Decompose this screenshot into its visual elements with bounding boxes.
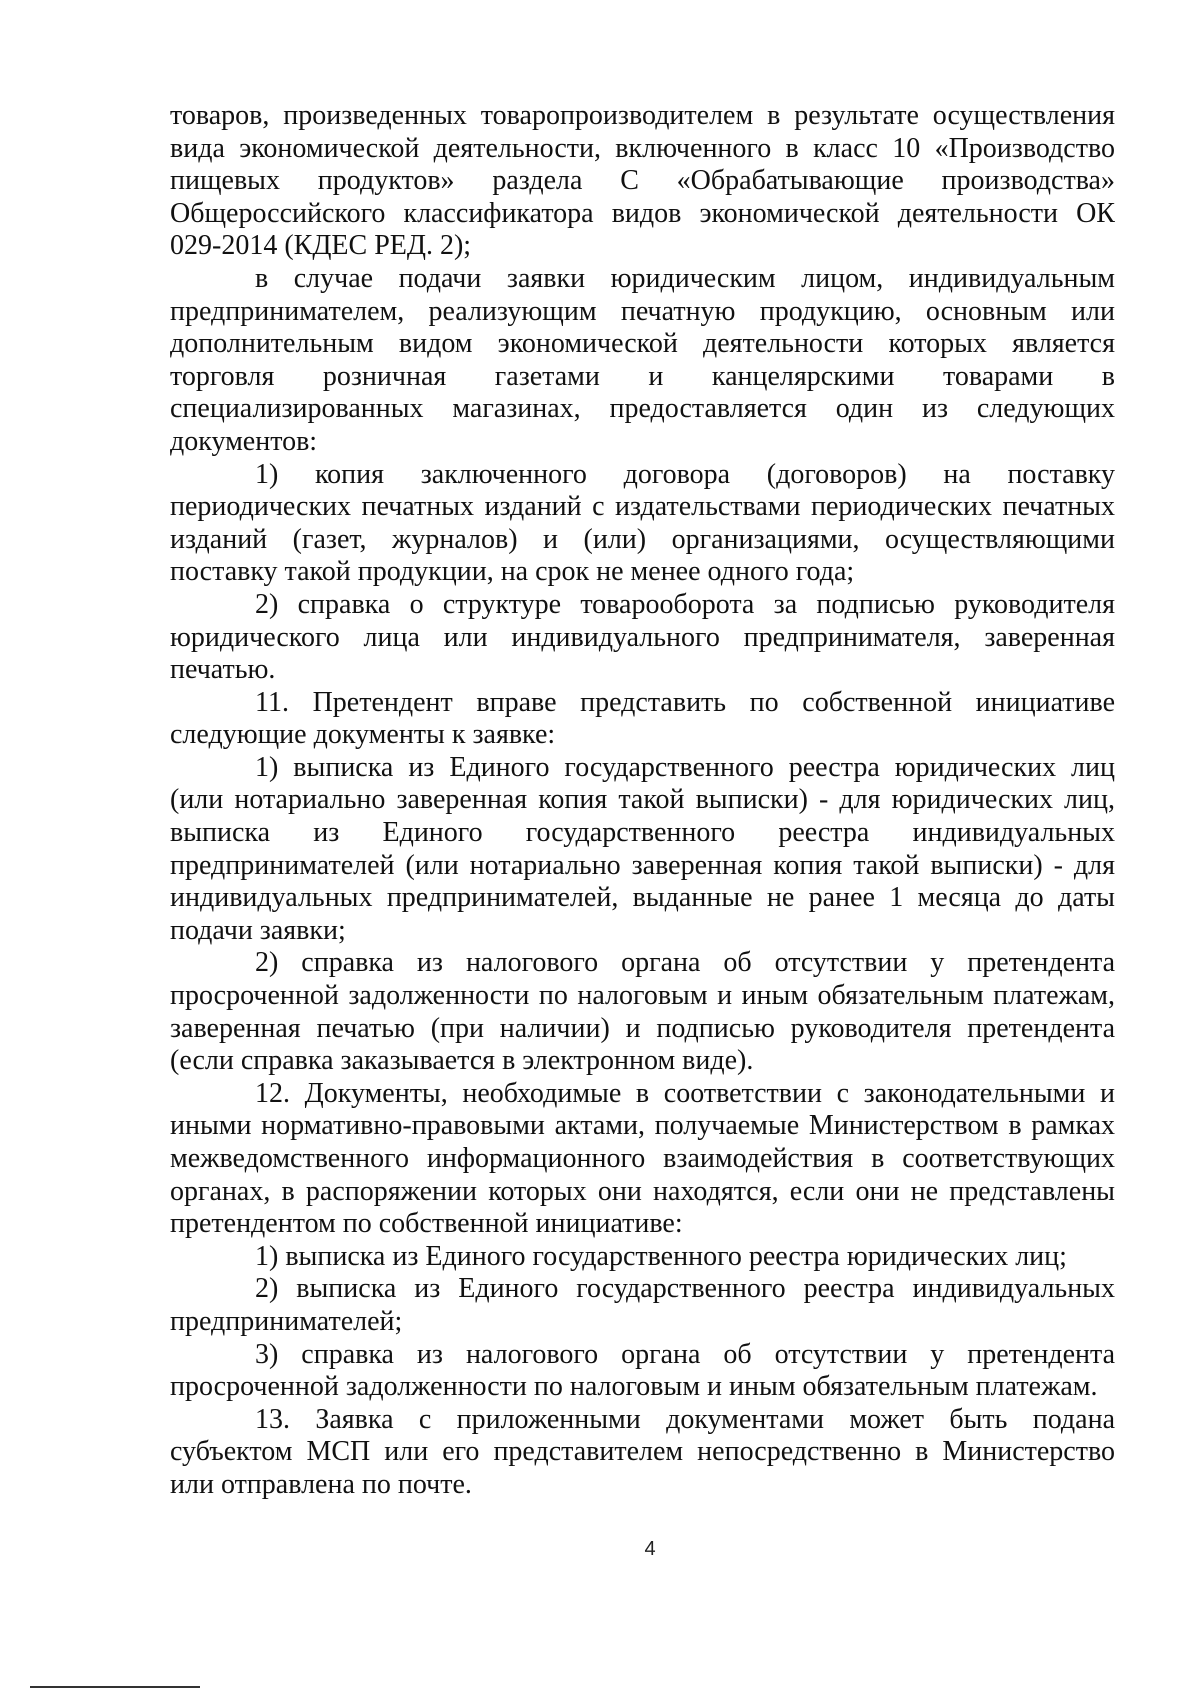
paragraph-item-entrepreneurs-extract: 2) выписка из Единого государственного реестра индивидуальных предпринимателей; [170, 1273, 1115, 1337]
paragraph-item-tax-certificate: 2) справка из налогового органа об отсутствии у претендента просроченной задолженности по налоговым и иным обязательным платежам, заверенная печатью (при наличии) и подписью руководителя претендента (если справка заказывается в электронном виде). [170, 947, 1115, 1077]
paragraph-section-12: 12. Документы, необходимые в соответствии с законодательными и иными нормативно-правовыми актами, получаемые Министерством в рамках межведомственного информационного взаимодействия в соответствующих органах, в распоряжении которых они находятся, если они не представлены претендентом по собственной инициативе: [170, 1077, 1115, 1240]
paragraph-continuation: товаров, произведенных товаропроизводителем в результате осуществления вида экономической деятельности, включенного в класс 10 «Производство пищевых продуктов» раздела С «Обрабатывающие производства» Общероссийского классификатора видов экономической деятельности ОК 029-2014 (КДЕС РЕД. 2); [170, 100, 1115, 262]
paragraph-item-legal-entities-extract: 1) выписка из Единого государственного реестра юридических лиц; [255, 1240, 1067, 1272]
document-body [170, 100, 1115, 1502]
paragraph-item-turnover-certificate: 2) справка о структуре товарооборота за подписью руководителя юридического лица или индивидуального предпринимателя, заверенная печатью. [170, 588, 1115, 686]
paragraph-section-11: 11. Претендент вправе представить по собственной инициативе следующие документы к заявке: [170, 686, 1115, 751]
scan-edge-line [30, 1686, 200, 1688]
paragraph-item-registry-extract: 1) выписка из Единого государственного реестра юридических лиц (или нотариально заверенная копия такой выписки) - для юридических лиц, выписка из Единого государственного реестра индивидуальных предпринимателей (или нотариально заверенная копия такой выписки) - для индивидуальных предпринимателей, выданные не ранее 1 месяца до даты подачи заявки; [170, 751, 1115, 946]
paragraph-item-contract-copy: 1) копия заключенного договора (договоров) на поставку периодических печатных изданий с издательствами периодических печатных изданий (газет, журналов) и (или) организациями, осуществляющими поставку такой продукции, на срок не менее одного года; [170, 458, 1115, 588]
paragraph-trade-case: в случае подачи заявки юридическим лицом, индивидуальным предпринимателем, реализующим печатную продукцию, основным или дополнительным видом экономической деятельности которых является торговля розничная газетами и канцелярскими товарами в специализированных магазинах, предоставляется один из следующих документов: [170, 262, 1115, 457]
paragraph-item-tax-debt-certificate: 3) справка из налогового органа об отсутствии у претендента просроченной задолженности по налоговым и иным обязательным платежам. [170, 1338, 1115, 1403]
page-number: 4 [644, 1538, 656, 1560]
paragraph-section-13: 13. Заявка с приложенными документами может быть подана субъектом МСП или его представителем непосредственно в Министерство или отправлена по почте. [170, 1403, 1115, 1500]
